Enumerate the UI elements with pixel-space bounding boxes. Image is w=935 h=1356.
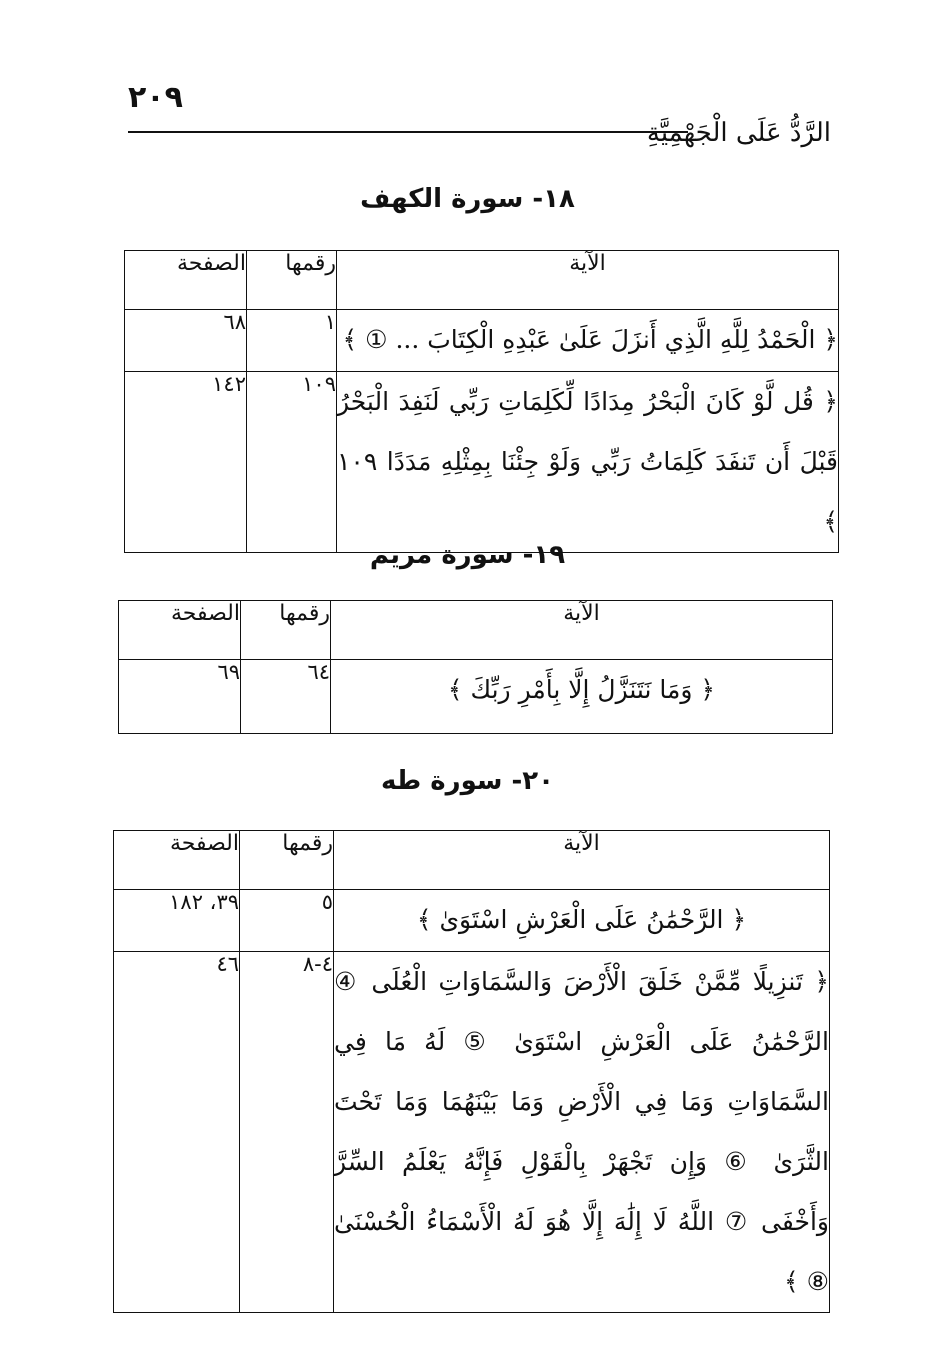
- verse-table-taha: [113, 830, 830, 1313]
- page-number: ٢٠٩: [128, 80, 183, 115]
- verse-number: ٦٤: [241, 660, 331, 734]
- table-header-row: [125, 251, 839, 310]
- header-verse: الآية: [337, 251, 839, 310]
- header-number: رقمها: [247, 251, 337, 310]
- header-verse: الآية: [331, 601, 833, 660]
- verse-text: ﴿ الْحَمْدُ لِلَّهِ الَّذِي أَنزَلَ عَلَىٰ عَبْدِهِ الْكِتَابَ ... ① ﴾: [337, 310, 839, 372]
- table-row: [125, 310, 839, 372]
- verse-number: ١٠٩: [247, 372, 337, 553]
- surah-title-taha: ٢٠- سورة طه: [380, 766, 555, 796]
- table-header-row: [119, 601, 833, 660]
- header-number: رقمها: [241, 601, 331, 660]
- header-page: الصفحة: [119, 601, 241, 660]
- header-rule: [128, 131, 688, 133]
- surah-title-kahf: ١٨- سورة الكهف: [360, 184, 575, 214]
- table-header-row: [114, 831, 830, 890]
- table-row: [125, 372, 839, 553]
- header-verse: الآية: [334, 831, 830, 890]
- page-ref: ٦٩: [119, 660, 241, 734]
- header-page: الصفحة: [125, 251, 247, 310]
- verse-table-kahf: [124, 250, 839, 553]
- page-ref: ١٤٢: [125, 372, 247, 553]
- table-row: [114, 952, 830, 1313]
- page-ref: ٦٨: [125, 310, 247, 372]
- running-title: الرَّدُّ عَلَى الْجَهْمِيَّةِ: [646, 118, 831, 148]
- table-row: [114, 890, 830, 952]
- page-ref: ٣٩، ١٨٢: [114, 890, 240, 952]
- verse-number: ١: [247, 310, 337, 372]
- verse-number: ٥: [240, 890, 334, 952]
- verse-text: ﴿ وَمَا نَتَنَزَّلُ إِلَّا بِأَمْرِ رَبِّكَ ﴾: [331, 660, 833, 734]
- surah-title-maryam: ١٩- سورة مريم: [369, 540, 566, 570]
- verse-text: ﴿ تَنزِيلًا مِّمَّنْ خَلَقَ الْأَرْضَ وَالسَّمَاوَاتِ الْعُلَى ④ الرَّحْمَٰنُ عَلَى الْعَرْشِ اسْتَوَىٰ ⑤ لَهُ مَا فِي السَّمَاوَاتِ وَمَا فِي الْأَرْضِ وَمَا بَيْنَهُمَا وَمَا تَحْتَ الثَّرَىٰ ⑥ وَإِن تَجْهَرْ بِالْقَوْلِ فَإِنَّهُ يَعْلَمُ السِّرَّ وَأَخْفَى ⑦ اللَّهُ لَا إِلَٰهَ إِلَّا هُوَ لَهُ الْأَسْمَاءُ الْحُسْنَىٰ ⑧ ﴾: [334, 952, 830, 1313]
- verse-table-maryam: [118, 600, 833, 734]
- verse-text: ﴿ الرَّحْمَٰنُ عَلَى الْعَرْشِ اسْتَوَىٰ ﴾: [334, 890, 830, 952]
- header-number: رقمها: [240, 831, 334, 890]
- header-page: الصفحة: [114, 831, 240, 890]
- verse-text: ﴿ قُل لَّوْ كَانَ الْبَحْرُ مِدَادًا لِّكَلِمَاتِ رَبِّي لَنَفِدَ الْبَحْرُ قَبْلَ أَن تَنفَدَ كَلِمَاتُ رَبِّي وَلَوْ جِئْنَا بِمِثْلِهِ مَدَدًا ١٠٩ ﴾: [337, 372, 839, 553]
- table-row: [119, 660, 833, 734]
- verse-number: ٤-٨: [240, 952, 334, 1313]
- page-ref: ٤٦: [114, 952, 240, 1313]
